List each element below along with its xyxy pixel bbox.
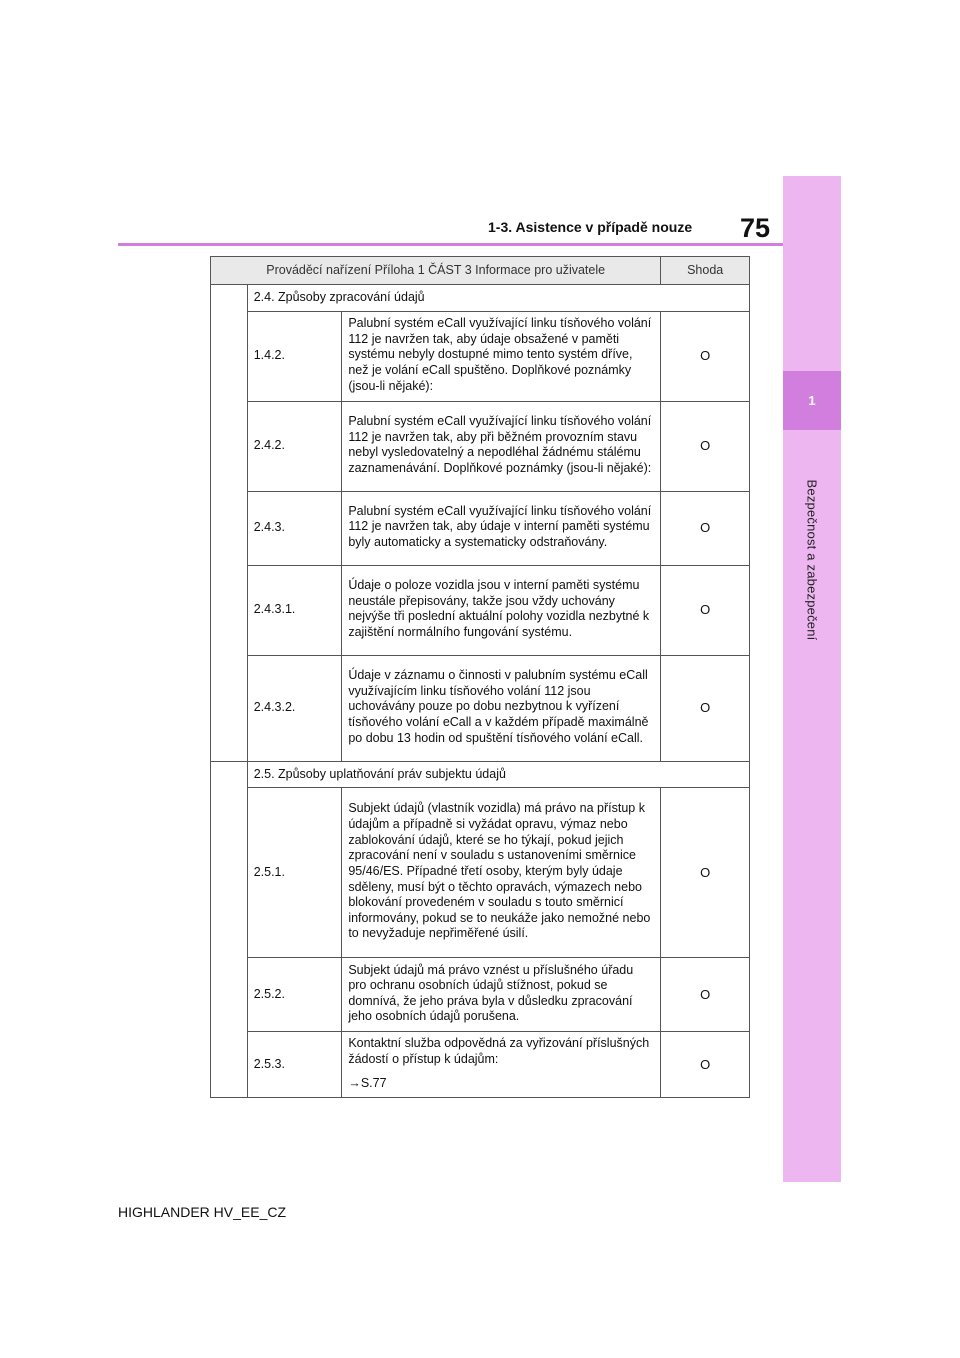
row-ref: 2.5.3.: [247, 1032, 342, 1098]
header-rule: [118, 243, 783, 246]
table-row: [211, 788, 750, 958]
row-ref: 2.4.2.: [247, 401, 342, 491]
row-compliance: O: [661, 565, 750, 655]
row-ref: 2.5.1.: [247, 788, 342, 958]
row-text: Palubní systém eCall využívající linku tísňového volání 112 je navržen tak, aby údaje obsažené v paměti systému nebyly dostupné mimo tento systém dříve, než je volání eCall spuštěno. Doplňkové poznámky (jsou-li nějaké):: [342, 311, 661, 401]
table-row: [211, 491, 750, 565]
row-compliance: O: [661, 311, 750, 401]
row-ref: 1.4.2.: [247, 311, 342, 401]
row-compliance: O: [661, 655, 750, 761]
row-text: Údaje v záznamu o činnosti v palubním systému eCall využívajícím linku tísňového volání 112 jsou uchovávány pouze po dobu nezbytnou k vyřízení tísňového volání eCall a v každém případě maximálně po dobu 13 hodin od spuštění tísňového volání eCall.: [342, 655, 661, 761]
indent-cell: [211, 285, 248, 762]
section-row: [211, 761, 750, 788]
footer-model: HIGHLANDER HV_EE_CZ: [118, 1204, 287, 1220]
table-header-row: [211, 257, 750, 285]
row-compliance: O: [661, 788, 750, 958]
row-text: Palubní systém eCall využívající linku tísňového volání 112 je navržen tak, aby údaje v interní paměti systému byly automaticky a systematicky odstraňovány.: [342, 491, 661, 565]
table-row: [211, 565, 750, 655]
page-number: 75: [740, 213, 771, 243]
chapter-number-tab[interactable]: 1: [783, 371, 841, 430]
row-ref: 2.4.3.2.: [247, 655, 342, 761]
row-ref: 2.4.3.: [247, 491, 342, 565]
row-compliance: O: [661, 401, 750, 491]
table-row: [211, 655, 750, 761]
table-row: [211, 311, 750, 401]
row-text: Údaje o poloze vozidla jsou v interní paměti systému neustále přepisovány, takže jsou vždy uchovány nejvýše tři poslední aktuální polohy vozidla nezbytné k zajištění normálního fungování systému.: [342, 565, 661, 655]
row-text-main: Kontaktní služba odpovědná za vyřizování příslušných žádostí o přístup k údajům:: [348, 1036, 650, 1066]
chapter-side-tab: [783, 176, 841, 1182]
section-heading-2-4: 2.4. Způsoby zpracování údajů: [247, 285, 749, 312]
table-row: [211, 1032, 750, 1098]
row-ref: 2.4.3.1.: [247, 565, 342, 655]
row-text: Subjekt údajů (vlastník vozidla) má právo na přístup k údajům a případně si vyžádat opravu, výmaz nebo zablokování údajů, které se ho týkají, pokud jejich zpracování není v souladu s ustanoveními směrnice 95/46/ES. Případné třetí osoby, kterým byly údaje sděleny, musí být o těchto opravách, výmazech nebo blokování provedeném v souladu s touto směrnicí informovány, pokud se to neukáže jako nemožné nebo to nevyžaduje nepřiměřené úsilí.: [342, 788, 661, 958]
compliance-table: [210, 256, 750, 1098]
row-compliance: O: [661, 491, 750, 565]
indent-cell: [211, 761, 248, 1098]
table-row: [211, 958, 750, 1032]
header-compliance: Shoda: [661, 257, 750, 285]
row-compliance: O: [661, 1032, 750, 1098]
header-regulation: Prováděcí nařízení Příloha 1 ČÁST 3 Informace pro uživatele: [211, 257, 661, 285]
table-row: [211, 401, 750, 491]
section-heading-2-5: 2.5. Způsoby uplatňování práv subjektu údajů: [247, 761, 749, 788]
section-row: [211, 285, 750, 312]
row-text: Palubní systém eCall využívající linku tísňového volání 112 je navržen tak, aby při běžném provozním stavu nebyl vysledovatelný a nepodléhal žádnému stálému zaznamenávání. Doplňkové poznámky (jsou-li nějaké):: [342, 401, 661, 491]
row-compliance: O: [661, 958, 750, 1032]
section-title: 1-3. Asistence v případě nouze: [488, 219, 693, 235]
chapter-side-label: Bezpečnost a zabezpečení: [804, 479, 820, 641]
row-ref: 2.5.2.: [247, 958, 342, 1032]
row-text: Subjekt údajů má právo vznést u příslušného úřadu pro ochranu osobních údajů stížnost, pokud se domnívá, že jeho práva byla v důsledku zpracování jeho osobních údajů porušena.: [342, 958, 661, 1032]
row-text: [342, 1032, 661, 1098]
page-reference-link[interactable]: →S.77: [348, 1075, 387, 1090]
